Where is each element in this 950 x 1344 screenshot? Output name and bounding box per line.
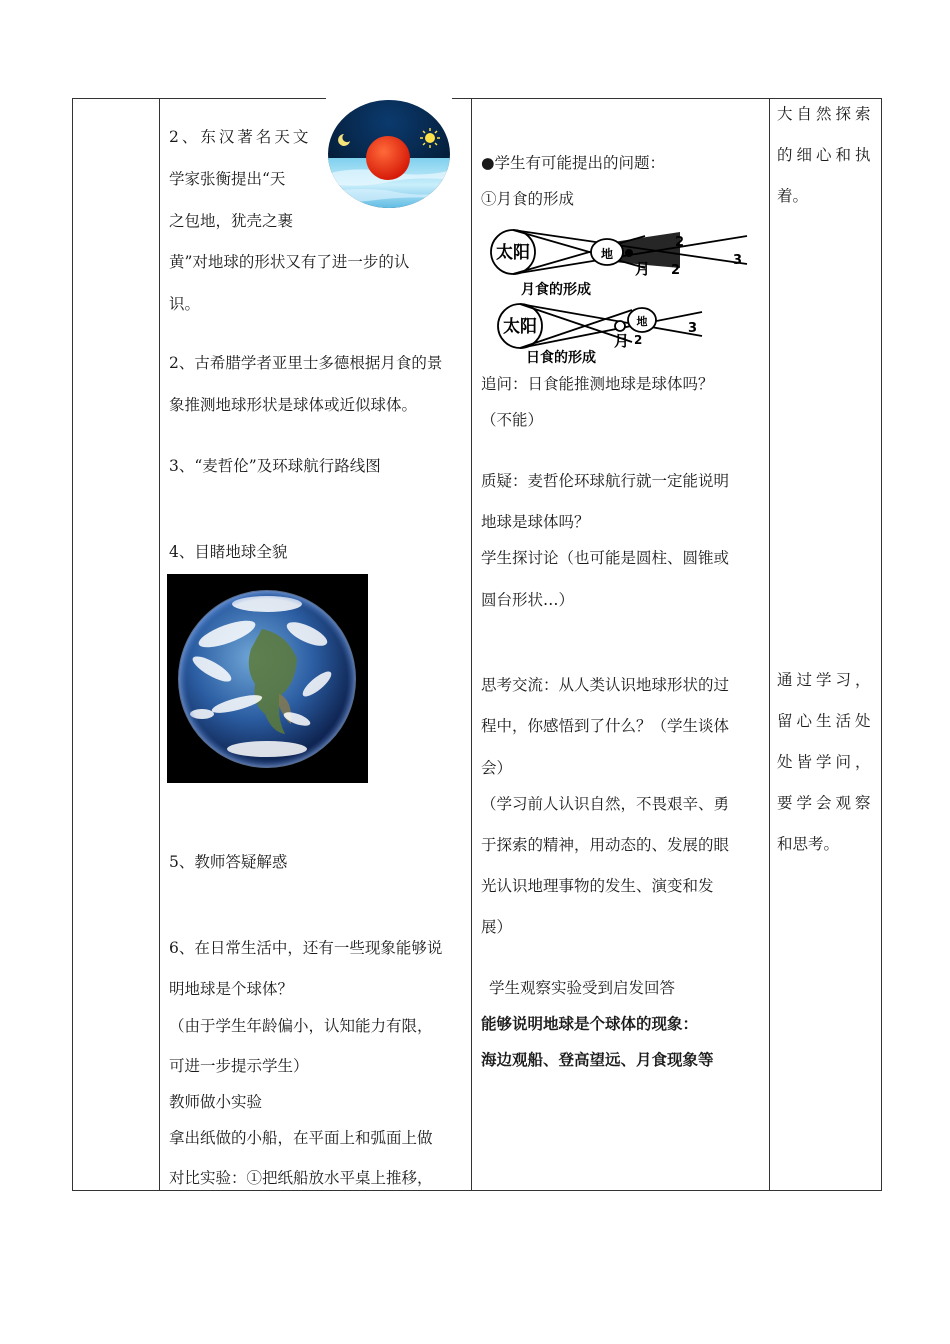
think-line2: 程中，你感悟到了什么？（学生谈体 bbox=[481, 717, 730, 735]
sunrise-illustration bbox=[326, 100, 452, 212]
solar-eclipse-diagram bbox=[492, 300, 712, 366]
learn-line3: 光认识地理事物的发生、演变和发 bbox=[481, 877, 714, 895]
earth-label: 地 bbox=[600, 247, 614, 261]
discuss-line1: 学生探讨论（也可能是圆柱、圆锥或 bbox=[481, 549, 730, 567]
question-heading: ●学生有可能提出的问题： bbox=[481, 154, 666, 172]
item6-line1: 6、在日常生活中，还有一些现象能够说 bbox=[169, 939, 443, 957]
region-3-label: 3 bbox=[688, 321, 698, 336]
item6-line3: （由于学生年龄偏小，认知能力有限， bbox=[169, 1017, 433, 1035]
item1-line4: 黄”对地球的形状又有了进一步的认 bbox=[169, 253, 410, 271]
solar-eclipse-caption: 日食的形成 bbox=[526, 350, 596, 366]
col4-b4: 要学会观察 bbox=[777, 794, 875, 812]
item6-line4: 可进一步提示学生） bbox=[169, 1057, 309, 1075]
item1-line2: 学家张衡提出“天 bbox=[169, 170, 286, 188]
column-divider bbox=[159, 99, 160, 1190]
item2-line2: 象推测地球形状是球体或近似球体。 bbox=[169, 396, 418, 414]
moon-label: 月 bbox=[635, 260, 651, 278]
followup-question: 追问：日食能推测地球是球体吗？ bbox=[481, 375, 714, 393]
sun-label: 太阳 bbox=[503, 317, 537, 337]
region-2-label: 2 bbox=[671, 263, 681, 278]
col4-b5: 和思考。 bbox=[777, 835, 840, 853]
earth-label: 地 bbox=[636, 315, 648, 328]
col4-b1: 通过学习， bbox=[777, 671, 875, 689]
col4-a2: 的细心和执 bbox=[777, 146, 875, 164]
learn-line2: 于探索的精神，用动态的、发展的眼 bbox=[481, 836, 730, 854]
item6-line2: 明地球是个球体？ bbox=[169, 980, 294, 998]
observe-text: 学生观察实验受到启发回答 bbox=[489, 979, 676, 997]
column-divider bbox=[769, 99, 770, 1190]
col4-a3: 着。 bbox=[777, 187, 809, 205]
col4-b3: 处皆学问， bbox=[777, 753, 875, 771]
learn-line4: 展） bbox=[481, 918, 513, 936]
region-2-label: 2 bbox=[675, 235, 685, 250]
item3: 3、“麦哲伦”及环球航行路线图 bbox=[169, 457, 381, 475]
col4-b2: 留心生活处 bbox=[777, 712, 875, 730]
think-line3: 会） bbox=[481, 759, 513, 777]
sun-label: 太阳 bbox=[496, 243, 530, 263]
earth-photo bbox=[167, 574, 368, 783]
item1-line3: 之包地，犹壳之裹 bbox=[169, 212, 294, 230]
think-line1: 思考交流：从人类认识地球形状的过 bbox=[481, 676, 730, 694]
followup-answer: （不能） bbox=[481, 411, 544, 429]
col4-a1: 大自然探索 bbox=[777, 105, 875, 123]
region-3-label: 3 bbox=[733, 253, 743, 268]
item1-line5: 识。 bbox=[169, 295, 201, 313]
item6-line5: 教师做小实验 bbox=[169, 1093, 263, 1111]
question-lunar-eclipse: ①月食的形成 bbox=[481, 190, 575, 208]
evidence-heading: 能够说明地球是个球体的现象： bbox=[481, 1014, 699, 1033]
discuss-line2: 圆台形状…） bbox=[481, 591, 575, 609]
lunar-eclipse-caption: 月食的形成 bbox=[521, 282, 591, 298]
evidence-list: 海边观船、登高望远、月食现象等 bbox=[481, 1050, 714, 1069]
item6-line6: 拿出纸做的小船，在平面上和弧面上做 bbox=[169, 1129, 433, 1147]
moon-label: 月 bbox=[614, 332, 630, 350]
doubt-line1: 质疑：麦哲伦环球航行就一定能说明 bbox=[481, 472, 730, 490]
learn-line1: （学习前人认识自然，不畏艰辛、勇 bbox=[481, 795, 730, 813]
item4: 4、目睹地球全貌 bbox=[169, 543, 288, 561]
item2-line1: 2、古希腊学者亚里士多德根据月食的景 bbox=[169, 354, 443, 372]
item6-line7: 对比实验：①把纸船放水平桌上推移， bbox=[169, 1169, 433, 1187]
lunar-eclipse-diagram bbox=[485, 228, 755, 300]
doubt-line2: 地球是球体吗？ bbox=[481, 513, 590, 531]
item5: 5、教师答疑解惑 bbox=[169, 853, 288, 871]
region-2-label: 2 bbox=[634, 333, 643, 347]
column-divider bbox=[471, 99, 472, 1190]
item1-line1: 2、东汉著名天文 bbox=[169, 128, 312, 146]
